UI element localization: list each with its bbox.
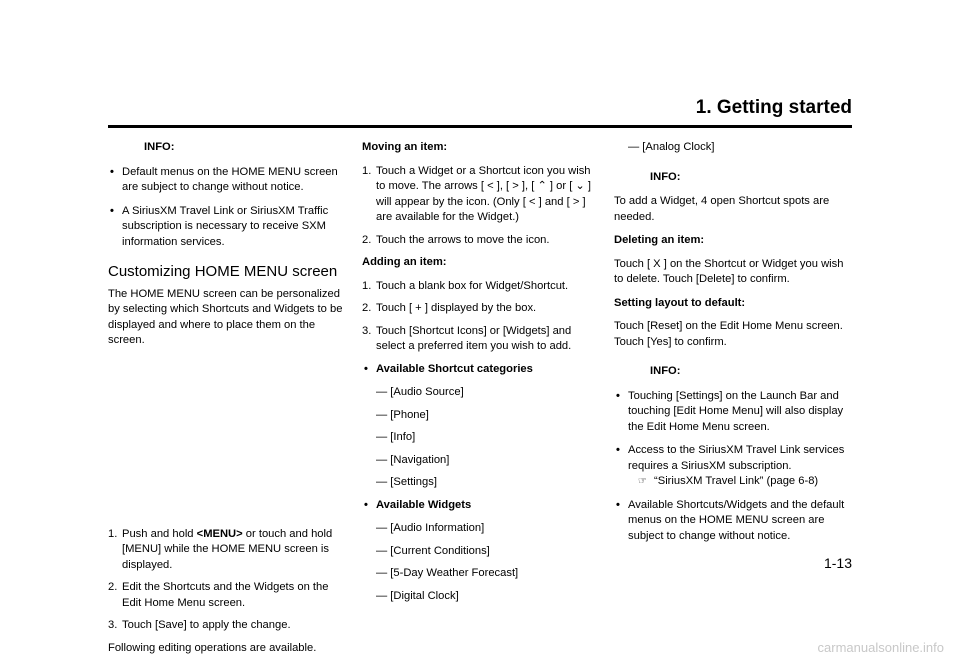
intro-paragraph: The HOME MENU screen can be personalized by selecting which Shortcuts and Widgets to be displayed and where to place them on the screen. (108, 287, 343, 346)
deleting-heading: Deleting an item: (614, 234, 705, 246)
menu-key: <MENU> (196, 527, 243, 540)
shortcut-category-item: — [Audio Source] (376, 386, 464, 398)
column-1 (108, 140, 344, 664)
page-title: 1. Getting started (695, 97, 852, 118)
shortcut-category-item: — [Navigation] (376, 453, 450, 466)
widget-item: — [Current Conditions] (376, 544, 490, 557)
info-item: • Touching [Settings] on the Launch Bar and touching [Edit Home Menu] will also display the Edit Home Menu screen. (614, 389, 850, 436)
widget-item: — [Audio Information] (376, 522, 485, 534)
column-3 (614, 140, 850, 552)
moving-heading: Moving an item: (362, 141, 448, 153)
info-list (614, 389, 850, 545)
moving-step-2: 2. Touch the arrows to move the icon. (362, 233, 550, 246)
shortcut-category-item: — [Settings] (376, 476, 437, 488)
adding-steps (362, 279, 598, 355)
info-item: • A SiriusXM Travel Link or SiriusXM Traffic subscription is necessary to receive SXM information services. (108, 204, 344, 251)
step-2: 2. Edit the Shortcuts and the Widgets on the Edit Home Menu screen. (108, 581, 329, 609)
widget-item: — [Digital Clock] (376, 589, 459, 602)
following-text: Following editing operations are available. (108, 641, 317, 654)
shortcut-category-item: — [Info] (376, 431, 416, 443)
shortcut-categories (362, 362, 598, 378)
adding-heading: Adding an item: (362, 256, 447, 268)
image-space (108, 357, 344, 527)
info-heading: INFO: (144, 141, 175, 153)
steps-list (108, 527, 344, 634)
reference-pointer-icon: ☞ (638, 476, 647, 487)
info-heading: INFO: (650, 170, 681, 183)
shortcut-categories-heading: • Available Shortcut categories (376, 362, 533, 375)
layout-text: Touch [Reset] on the Edit Home Menu screen. Touch [Yes] to confirm. (614, 320, 843, 348)
moving-steps (362, 164, 598, 249)
available-widgets (362, 498, 598, 514)
widget-item: — [5-Day Weather Forecast] (376, 567, 519, 579)
step-3: 3. Touch [Save] to apply the change. (108, 619, 291, 631)
adding-step-3: 3. Touch [Shortcut Icons] or [Widgets] and select a preferred item you wish to add. (362, 324, 572, 352)
info-text: To add a Widget, 4 open Shortcut spots are needed. (614, 195, 830, 223)
info-item: • Default menus on the HOME MENU screen are subject to change without notice. (108, 165, 344, 196)
widgets-heading: • Available Widgets (376, 498, 472, 511)
page-number: 1-13 (823, 555, 852, 571)
section-title: Customizing HOME MENU screen (108, 263, 338, 280)
layout-heading: Setting layout to default: (614, 296, 746, 309)
adding-step-1: 1. Touch a blank box for Widget/Shortcut. (362, 279, 569, 292)
step-1: 1. Push and hold <MENU> or touch and hold [MENU] while the HOME MENU screen is displayed. (108, 527, 333, 571)
info-list (108, 165, 344, 251)
widgets-bullet (362, 498, 598, 514)
info-heading: INFO: (650, 365, 681, 377)
moving-step-1: 1. Touch a Widget or a Shortcut icon you wish to move. The arrows [ < ], [ > ], [ ⌃ ] or [ ⌄ ] will appear by the icon. (Only [ < ] and [ > ] are available for the Widget.) (362, 164, 592, 223)
shortcut-category-item: — [Phone] (376, 408, 429, 421)
widget-item: — [Analog Clock] (628, 141, 715, 153)
adding-step-2: 2. Touch [ + ] displayed by the box. (362, 302, 537, 314)
watermark-footer: carmanualsonline.info (817, 640, 944, 655)
info-item: • Access to the SiriusXM Travel Link services requires a SiriusXM subscription. ☞ “SiriusXM Travel Link” (page 6-8) (614, 443, 850, 490)
available-lists (362, 362, 598, 378)
header-rule (108, 125, 852, 128)
deleting-text: Touch [ X ] on the Shortcut or Widget you wish to delete. Touch [Delete] to confirm. (614, 257, 844, 285)
page-reference: ☞ “SiriusXM Travel Link” (page 6-8) (628, 474, 850, 490)
column-2 (362, 140, 598, 611)
info-item: • Available Shortcuts/Widgets and the default menus on the HOME MENU screen are subject to change without notice. (614, 498, 850, 545)
